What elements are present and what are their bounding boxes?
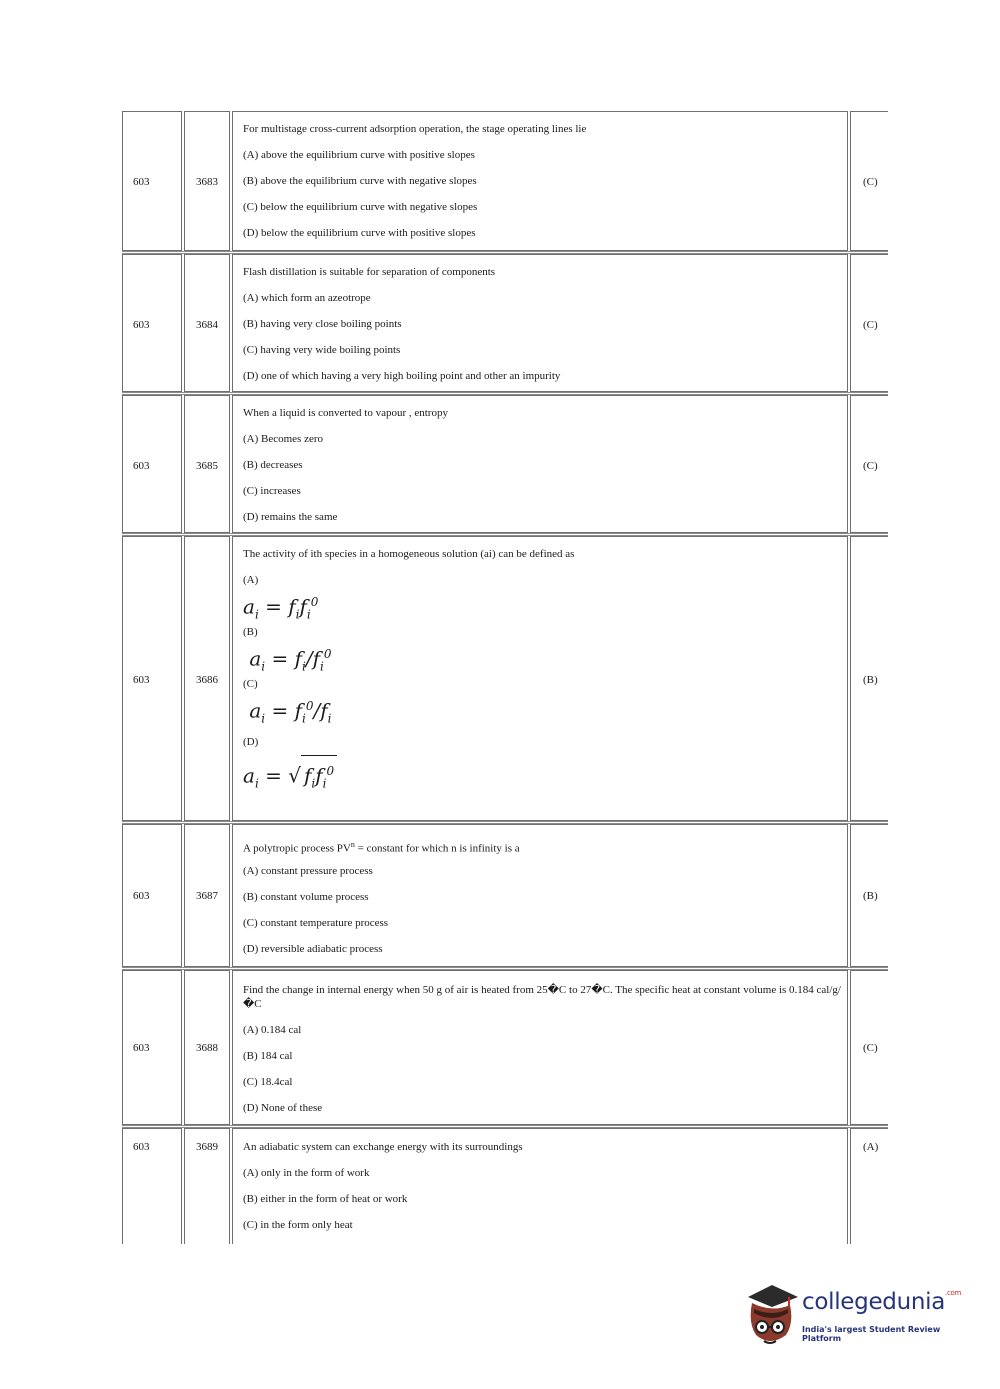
question-body bbox=[243, 122, 842, 252]
formula-d: $a_i$ = √ $f_if_i^0$ bbox=[243, 755, 842, 793]
question-body bbox=[243, 1140, 842, 1244]
subject-code: 603 bbox=[133, 1042, 150, 1054]
table-row bbox=[122, 824, 888, 970]
subject-code: 603 bbox=[133, 674, 150, 686]
option-a: (A) above the equilibrium curve with positive slopes bbox=[243, 149, 475, 161]
option-b-label: (B) bbox=[243, 626, 258, 638]
option-c: (C) having very wide boiling points bbox=[243, 344, 401, 356]
question-body bbox=[243, 265, 842, 395]
option-b: (B) 184 cal bbox=[243, 1050, 293, 1062]
option-b: (B) decreases bbox=[243, 459, 303, 471]
answer-key: (C) bbox=[863, 176, 878, 188]
answer-cell bbox=[850, 395, 888, 533]
stem-sup: n bbox=[350, 840, 355, 849]
option-c-label: (C) bbox=[243, 678, 258, 690]
answer-cell bbox=[850, 970, 888, 1125]
option-b: (B) above the equilibrium curve with negative slopes bbox=[243, 175, 477, 187]
stem-post: = constant for which n is infinity is a bbox=[354, 842, 520, 855]
answer-cell bbox=[850, 254, 888, 392]
question-stem: The activity of ith species in a homogeneous solution (ai) can be defined as bbox=[243, 548, 575, 560]
question-stem: Flash distillation is suitable for separation of components bbox=[243, 266, 496, 278]
option-c: (C) in the form only heat bbox=[243, 1219, 353, 1231]
question-stem: When a liquid is converted to vapour , entropy bbox=[243, 407, 448, 419]
formula-b: $a_i = f_i/f_i^0$ bbox=[243, 646, 332, 674]
mascot-icon bbox=[742, 1283, 800, 1349]
option-a: (A) only in the form of work bbox=[243, 1167, 370, 1179]
formula-c: $a_i = f_i^0/f_i$ bbox=[243, 698, 332, 726]
table-row bbox=[122, 395, 888, 536]
question-id: 3686 bbox=[196, 674, 218, 686]
option-b: (B) either in the form of heat or work bbox=[243, 1193, 408, 1205]
logo-tagline: India's largest Student Review Platform bbox=[802, 1325, 941, 1343]
question-body bbox=[243, 983, 842, 1127]
answer-cell bbox=[850, 824, 888, 967]
answer-key: (A) bbox=[863, 1141, 879, 1153]
option-d: (D) None of these bbox=[243, 1102, 323, 1114]
option-c: (C) 18.4cal bbox=[243, 1076, 293, 1088]
table-row bbox=[122, 970, 888, 1128]
question-stem: Find the change in internal energy when 50 g of air is heated from 25�C to 27�C. The specific heat at constant volume is 0.184 cal/g/�C bbox=[243, 984, 841, 1010]
qid-cell bbox=[184, 395, 230, 533]
question-stem bbox=[243, 838, 842, 864]
table-row bbox=[122, 254, 888, 395]
qid-cell bbox=[184, 1128, 230, 1244]
code-cell bbox=[122, 970, 182, 1125]
qid-cell bbox=[184, 824, 230, 967]
answer-key: (C) bbox=[863, 319, 878, 331]
option-a: (A) constant pressure process bbox=[243, 865, 373, 877]
answer-key: (B) bbox=[863, 674, 878, 686]
table-row bbox=[122, 1128, 888, 1244]
option-a: (A) 0.184 cal bbox=[243, 1024, 302, 1036]
qid-cell bbox=[184, 254, 230, 392]
option-c: (C) constant temperature process bbox=[243, 917, 389, 929]
question-id: 3688 bbox=[196, 1042, 218, 1054]
answer-cell bbox=[850, 111, 888, 251]
subject-code: 603 bbox=[133, 319, 150, 331]
option-d: (D) one of which having a very high boiling point and other an impurity bbox=[243, 370, 561, 382]
question-body bbox=[243, 406, 842, 536]
option-d-label: (D) bbox=[243, 736, 259, 748]
qid-cell bbox=[184, 111, 230, 251]
option-b: (B) having very close boiling points bbox=[243, 318, 402, 330]
question-table bbox=[122, 111, 888, 1244]
code-cell bbox=[122, 395, 182, 533]
answer-cell bbox=[850, 1128, 888, 1244]
logo-wordmark: collegedunia$^{.com}$ bbox=[802, 1289, 962, 1315]
option-d: (D) below the equilibrium curve with positive slopes bbox=[243, 227, 476, 239]
question-id: 3687 bbox=[196, 890, 218, 902]
code-cell bbox=[122, 824, 182, 967]
answer-key: (B) bbox=[863, 890, 878, 902]
option-c: (C) below the equilibrium curve with negative slopes bbox=[243, 201, 478, 213]
option-d: (D) remains the same bbox=[243, 511, 338, 523]
subject-code: 603 bbox=[133, 176, 150, 188]
option-a: (A) which form an azeotrope bbox=[243, 292, 371, 304]
question-stem: For multistage cross-current adsorption operation, the stage operating lines lie bbox=[243, 123, 587, 135]
stem-pre: A polytropic process PV bbox=[243, 842, 351, 855]
table-row bbox=[122, 536, 888, 824]
question-stem: An adiabatic system can exchange energy with its surroundings bbox=[243, 1141, 523, 1153]
code-cell bbox=[122, 254, 182, 392]
qid-cell bbox=[184, 536, 230, 821]
option-b: (B) constant volume process bbox=[243, 891, 369, 903]
subject-code: 603 bbox=[133, 890, 150, 902]
formula-a: $a_i = f_if_i^0$ bbox=[243, 594, 319, 622]
option-d: (D) reversible adiabatic process bbox=[243, 943, 383, 955]
question-id: 3684 bbox=[196, 319, 218, 331]
collegedunia-logo[interactable] bbox=[742, 1283, 972, 1353]
code-cell bbox=[122, 111, 182, 251]
question-id: 3689 bbox=[196, 1141, 218, 1153]
question-id: 3685 bbox=[196, 460, 218, 472]
option-c: (C) increases bbox=[243, 485, 301, 497]
question-body bbox=[243, 547, 842, 793]
answer-key: (C) bbox=[863, 1042, 878, 1054]
answer-cell bbox=[850, 536, 888, 821]
question-id: 3683 bbox=[196, 176, 218, 188]
question-body bbox=[243, 838, 842, 968]
qid-cell bbox=[184, 970, 230, 1125]
subject-code: 603 bbox=[133, 460, 150, 472]
code-cell bbox=[122, 1128, 182, 1244]
answer-key: (C) bbox=[863, 460, 878, 472]
code-cell bbox=[122, 536, 182, 821]
table-row bbox=[122, 111, 888, 254]
option-a-label: (A) bbox=[243, 574, 259, 586]
option-a: (A) Becomes zero bbox=[243, 433, 324, 445]
subject-code: 603 bbox=[133, 1141, 150, 1153]
